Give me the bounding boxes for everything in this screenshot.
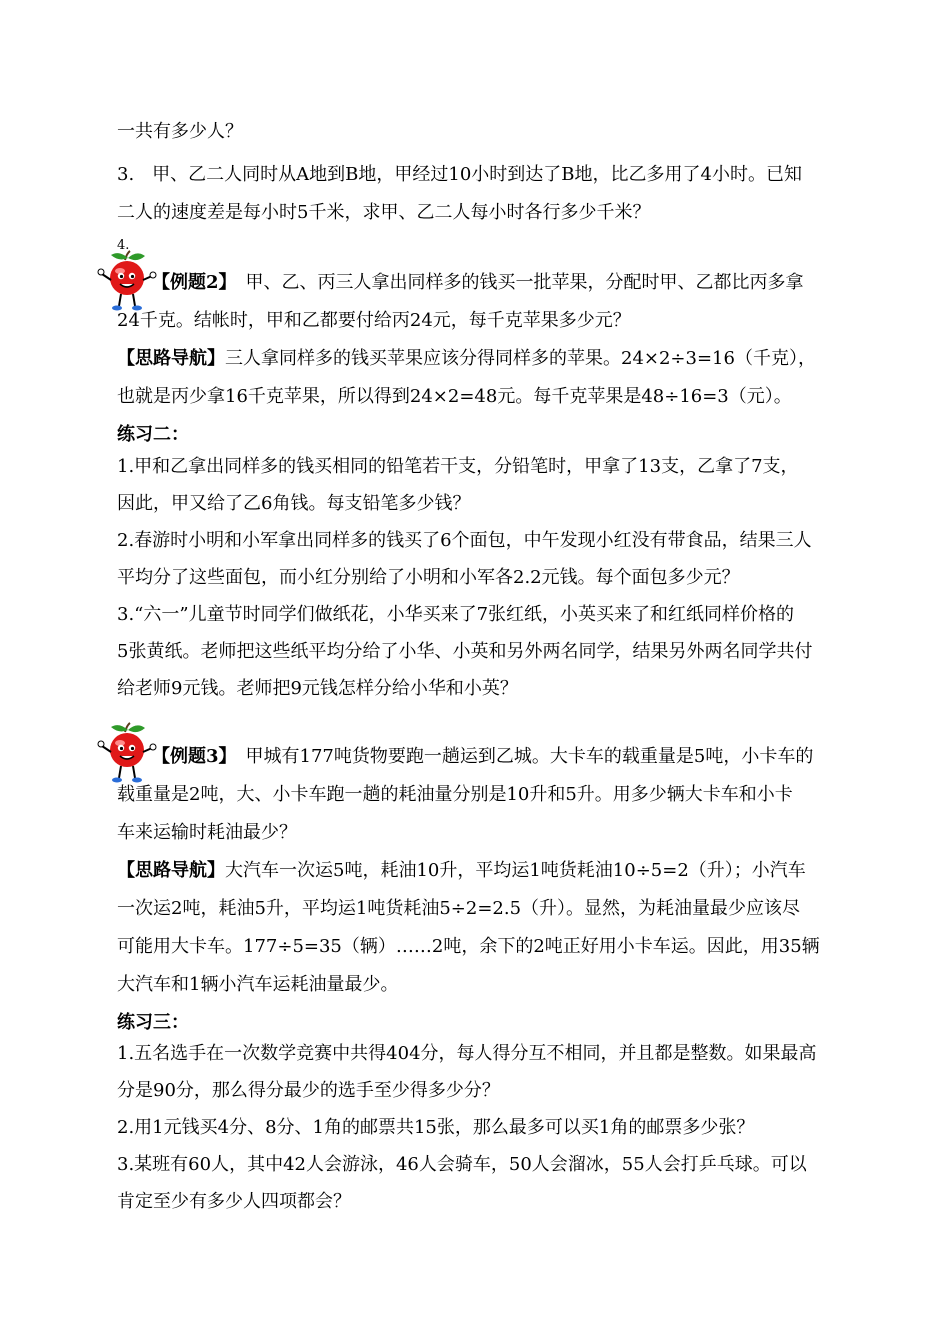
- text-line: 载重量是2吨，大、小卡车跑一趟的耗油量分别是10升和5升。用多少辆大卡车和小卡: [117, 784, 793, 805]
- text-line: 车来运输时耗油最少？: [117, 822, 297, 843]
- exercise-heading: 练习三：: [117, 1012, 189, 1033]
- text-line: 一次运2吨，耗油5升，平均运1吨货耗油5÷2=2.5（升）。显然，为耗油量最少应该尽: [117, 898, 801, 919]
- text-line: 甲、乙、丙三人拿出同样多的钱买一批苹果，分配时甲、乙都比丙多拿: [245, 272, 804, 293]
- section-label: 【思路导航】: [117, 348, 225, 369]
- text-line: 大汽车和1辆小汽车运耗油量最少。: [117, 974, 399, 995]
- text-line: 24千克。结帐时，甲和乙都要付给丙24元，每千克苹果多少元？: [117, 310, 631, 331]
- text-line: 1.甲和乙拿出同样多的钱买相同的铅笔若干支，分铅笔时，甲拿了13支，乙拿了7支，: [117, 456, 799, 477]
- text-line: 5张黄纸。老师把这些纸平均分给了小华、小英和另外两名同学，结果另外两名同学共付: [117, 641, 813, 662]
- exercise-heading: 练习二：: [117, 424, 189, 445]
- text-line: 【思路导航】大汽车一次运5吨，耗油10升，平均运1吨货耗油10÷5=2（升）；小汽车: [117, 860, 806, 881]
- example-3-heading: [152, 745, 842, 769]
- text-line: 2.春游时小明和小军拿出同样多的钱买了6个面包，中午发现小红没有带食品，结果三人: [117, 530, 812, 551]
- text-line: 也就是丙少拿16千克苹果，所以得到24×2=48元。每千克苹果是48÷16=3（元）。: [117, 386, 792, 407]
- text-line: 2.用1元钱买4分、8分、1角的邮票共15张，那么最多可以买1角的邮票多少张？: [117, 1117, 755, 1138]
- text-line: 3.某班有60人，其中42人会游泳，46人会骑车，50人会溜冰，55人会打乒乓球。可以: [117, 1154, 807, 1175]
- example-label: 【例题2】: [152, 272, 228, 293]
- text-line: 4.: [117, 238, 130, 253]
- text-line: 甲城有177吨货物要跑一趟运到乙城。大卡车的载重量是5吨，小卡车的: [245, 746, 814, 767]
- text-line: 肯定至少有多少人四项都会？: [117, 1191, 351, 1212]
- text-line: 一共有多少人？: [117, 121, 243, 142]
- text-line: 因此，甲又给了乙6角钱。每支铅笔多少钱？: [117, 493, 471, 514]
- apple-mascot-icon: [97, 250, 157, 316]
- example-2-heading: [152, 271, 842, 295]
- section-label: 【思路导航】: [117, 860, 225, 881]
- text-line: 3. 甲、乙二人同时从A地到B地，甲经过10小时到达了B地，比乙多用了4小时。已知: [117, 164, 802, 185]
- text-line: 【思路导航】三人拿同样多的钱买苹果应该分得同样多的苹果。24×2÷3=16（千克），: [117, 348, 816, 369]
- text-line: 分是90分，那么得分最少的选手至少得多少分？: [117, 1080, 500, 1101]
- apple-mascot-icon: [97, 722, 157, 788]
- text-line: 平均分了这些面包，而小红分别给了小明和小军各2.2元钱。每个面包多少元？: [117, 567, 740, 588]
- text-line: 3.“六一”儿童节时同学们做纸花，小华买来了7张红纸，小英买来了和红纸同样价格的: [117, 604, 795, 625]
- text-line: 二人的速度差是每小时5千米，求甲、乙二人每小时各行多少千米？: [117, 202, 651, 223]
- text-line: 1.五名选手在一次数学竞赛中共得404分，每人得分互不相同，并且都是整数。如果最高: [117, 1043, 817, 1064]
- text-line: 给老师9元钱。老师把9元钱怎样分给小华和小英？: [117, 678, 518, 699]
- example-label: 【例题3】: [152, 746, 228, 767]
- text-line: 可能用大卡车。177÷5=35（辆）……2吨，余下的2吨正好用小卡车运。因此，用35辆: [117, 936, 820, 957]
